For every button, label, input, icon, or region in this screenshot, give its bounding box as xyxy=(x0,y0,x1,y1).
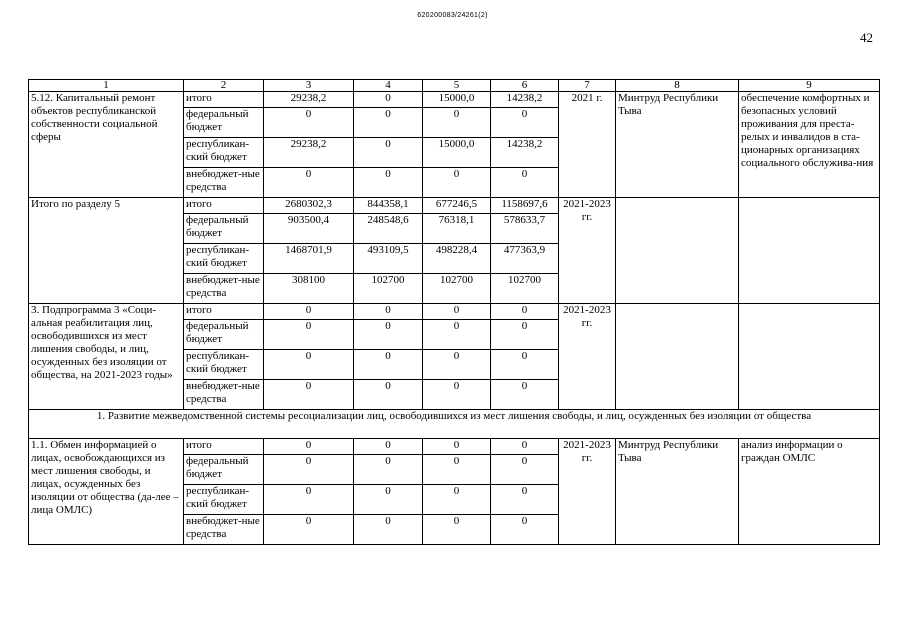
value-cell: 677246,5 xyxy=(423,198,491,214)
funding-source: внебюджет-ные средства xyxy=(184,380,264,410)
value-cell: 844358,1 xyxy=(354,198,423,214)
value-cell: 0 xyxy=(264,108,354,138)
value-cell: 0 xyxy=(264,304,354,320)
value-cell: 0 xyxy=(354,350,423,380)
value-cell: 0 xyxy=(423,485,491,515)
result-cell xyxy=(739,198,880,304)
funding-source: федеральный бюджет xyxy=(184,108,264,138)
funding-source: внебюджет-ные средства xyxy=(184,274,264,304)
value-cell: 102700 xyxy=(423,274,491,304)
header-cell: 8 xyxy=(616,80,739,92)
value-cell: 0 xyxy=(423,108,491,138)
value-cell: 0 xyxy=(491,455,559,485)
value-cell: 0 xyxy=(264,380,354,410)
value-cell: 29238,2 xyxy=(264,92,354,108)
header-cell: 2 xyxy=(184,80,264,92)
measure-name: 1.1. Обмен информацией о лицах, освобождающихся из мест лишения свободы, и лицах, осужденных без изоляции от общества (да-лее – лица ОМЛС) xyxy=(29,439,184,545)
funding-source: федеральный бюджет xyxy=(184,214,264,244)
value-cell: 0 xyxy=(491,108,559,138)
value-cell: 0 xyxy=(491,439,559,455)
document-id: 620200083/24261(2) xyxy=(417,12,488,19)
value-cell: 0 xyxy=(264,320,354,350)
value-cell: 0 xyxy=(264,485,354,515)
value-cell: 0 xyxy=(264,515,354,545)
value-cell: 0 xyxy=(491,168,559,198)
result-cell: обеспечение комфортных и безопасных условий проживания для преста-релых и инвалидов в ста-ционарных организациях социального обслужива-ния xyxy=(739,92,880,198)
executor-cell: Минтруд Республики Тыва xyxy=(616,92,739,198)
value-cell: 308100 xyxy=(264,274,354,304)
funding-source: республикан-ский бюджет xyxy=(184,350,264,380)
value-cell: 0 xyxy=(491,515,559,545)
value-cell: 0 xyxy=(491,485,559,515)
value-cell: 0 xyxy=(491,350,559,380)
section-title: 1. Развитие межведомственной системы ресоциализации лиц, освободившихся из мест лишения свободы, и лиц, осужденных без изоляции от общества xyxy=(29,410,880,439)
value-cell: 903500,4 xyxy=(264,214,354,244)
header-cell: 6 xyxy=(491,80,559,92)
header-cell: 1 xyxy=(29,80,184,92)
funding-source: итого xyxy=(184,304,264,320)
value-cell: 578633,7 xyxy=(491,214,559,244)
header-cell: 3 xyxy=(264,80,354,92)
value-cell: 0 xyxy=(423,320,491,350)
measure-name: Итого по разделу 5 xyxy=(29,198,184,304)
value-cell: 477363,9 xyxy=(491,244,559,274)
period-cell: 2021 г. xyxy=(559,92,616,198)
value-cell: 0 xyxy=(423,168,491,198)
value-cell: 0 xyxy=(423,304,491,320)
value-cell: 493109,5 xyxy=(354,244,423,274)
value-cell: 0 xyxy=(354,439,423,455)
section-row xyxy=(29,410,880,439)
result-cell: анализ информации о граждан ОМЛС xyxy=(739,439,880,545)
value-cell: 0 xyxy=(423,380,491,410)
value-cell: 2680302,3 xyxy=(264,198,354,214)
executor-cell: Минтруд Республики Тыва xyxy=(616,439,739,545)
period-cell: 2021-2023 гг. xyxy=(559,304,616,410)
value-cell: 0 xyxy=(423,515,491,545)
value-cell: 0 xyxy=(354,138,423,168)
value-cell: 0 xyxy=(354,304,423,320)
value-cell: 15000,0 xyxy=(423,138,491,168)
value-cell: 15000,0 xyxy=(423,92,491,108)
value-cell: 14238,2 xyxy=(491,138,559,168)
result-cell xyxy=(739,304,880,410)
value-cell: 1158697,6 xyxy=(491,198,559,214)
value-cell: 0 xyxy=(491,304,559,320)
value-cell: 1468701,9 xyxy=(264,244,354,274)
header-row xyxy=(29,80,880,92)
funding-source: итого xyxy=(184,92,264,108)
executor-cell xyxy=(616,198,739,304)
header-cell: 9 xyxy=(739,80,880,92)
period-cell: 2021-2023 гг. xyxy=(559,439,616,545)
value-cell: 0 xyxy=(354,455,423,485)
value-cell: 0 xyxy=(354,168,423,198)
value-cell: 0 xyxy=(354,380,423,410)
table-row xyxy=(29,304,880,320)
funding-source: внебюджет-ные средства xyxy=(184,515,264,545)
header-cell: 7 xyxy=(559,80,616,92)
value-cell: 0 xyxy=(264,439,354,455)
value-cell: 0 xyxy=(354,320,423,350)
value-cell: 14238,2 xyxy=(491,92,559,108)
funding-source: итого xyxy=(184,439,264,455)
value-cell: 29238,2 xyxy=(264,138,354,168)
page-number: 42 xyxy=(860,30,873,45)
funding-source: федеральный бюджет xyxy=(184,320,264,350)
measure-name: 5.12. Капитальный ремонт объектов республиканской собственности социальной сферы xyxy=(29,92,184,198)
header-cell: 4 xyxy=(354,80,423,92)
measure-name: 3. Подпрограмма 3 «Соци-альная реабилитация лиц, освободившихся из мест лишения свободы, и лиц, осужденных без изоляции от общества, на 2021-2023 годы» xyxy=(29,304,184,410)
value-cell: 0 xyxy=(264,350,354,380)
value-cell: 0 xyxy=(423,455,491,485)
table-row xyxy=(29,92,880,108)
value-cell: 102700 xyxy=(354,274,423,304)
value-cell: 0 xyxy=(491,320,559,350)
value-cell: 0 xyxy=(423,439,491,455)
value-cell: 76318,1 xyxy=(423,214,491,244)
value-cell: 0 xyxy=(423,350,491,380)
value-cell: 0 xyxy=(354,92,423,108)
table-row xyxy=(29,198,880,214)
value-cell: 0 xyxy=(264,455,354,485)
funding-source: республикан-ский бюджет xyxy=(184,244,264,274)
value-cell: 498228,4 xyxy=(423,244,491,274)
funding-source: внебюджет-ные средства xyxy=(184,168,264,198)
period-cell: 2021-2023 гг. xyxy=(559,198,616,304)
value-cell: 0 xyxy=(354,108,423,138)
value-cell: 0 xyxy=(491,380,559,410)
value-cell: 248548,6 xyxy=(354,214,423,244)
program-table xyxy=(28,79,880,545)
executor-cell xyxy=(616,304,739,410)
value-cell: 0 xyxy=(354,485,423,515)
value-cell: 102700 xyxy=(491,274,559,304)
funding-source: итого xyxy=(184,198,264,214)
header-cell: 5 xyxy=(423,80,491,92)
funding-source: республикан-ский бюджет xyxy=(184,485,264,515)
value-cell: 0 xyxy=(264,168,354,198)
value-cell: 0 xyxy=(354,515,423,545)
table-row xyxy=(29,439,880,455)
funding-source: федеральный бюджет xyxy=(184,455,264,485)
funding-source: республикан-ский бюджет xyxy=(184,138,264,168)
